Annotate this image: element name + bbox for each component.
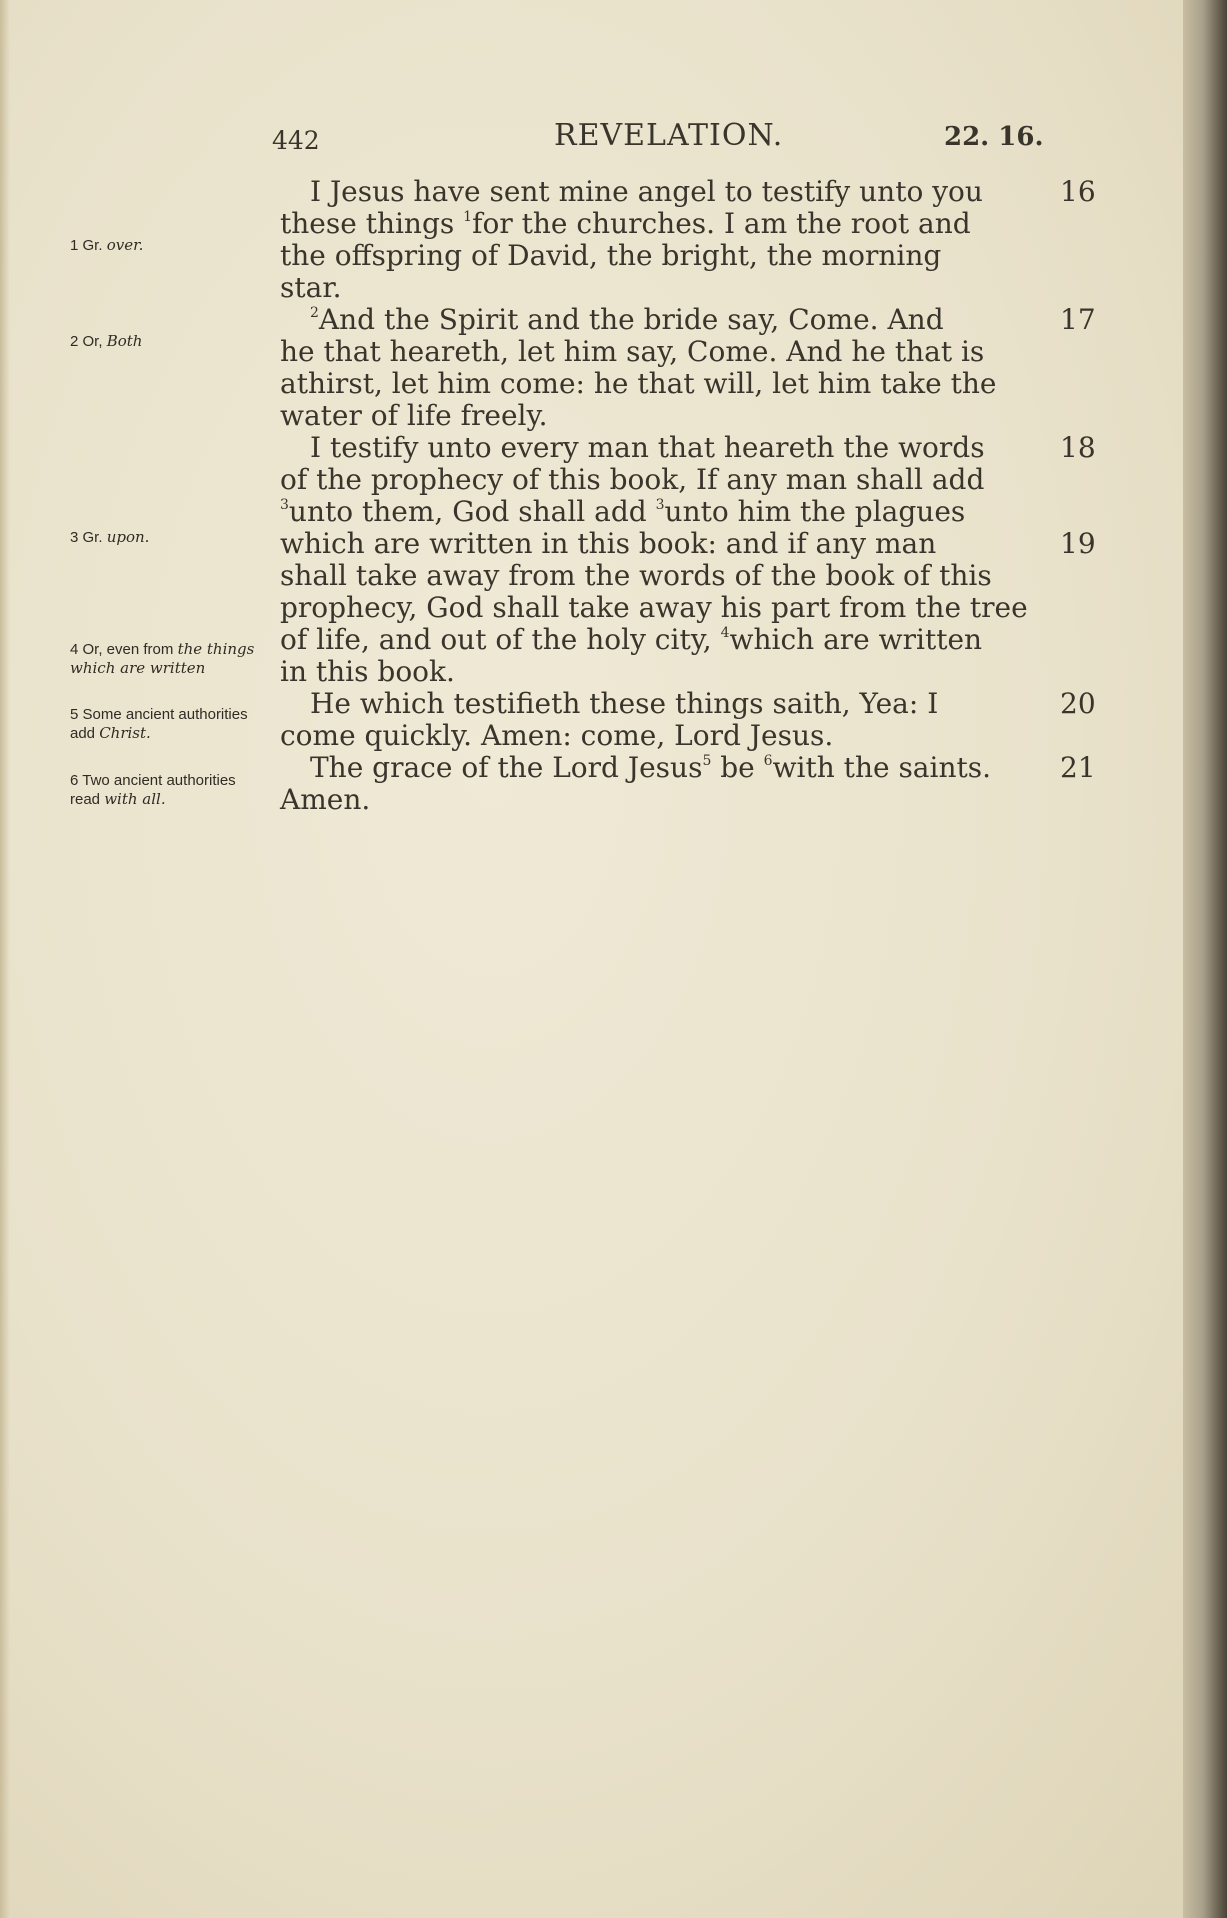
scripture-text xyxy=(280,176,1100,816)
verse-16-line-2: these things $^1$for the churches. I am the root and xyxy=(280,207,971,240)
verse-20-line-1: He which testifieth these things saith, Yea: I 20 xyxy=(310,687,1096,720)
verse-18-line-2: of the prophecy of this book, If any man shall add xyxy=(280,463,985,496)
page-number: 442 xyxy=(272,126,320,155)
footnote-marker: 6 xyxy=(763,753,773,769)
verse-number-20: 20 xyxy=(1060,687,1096,720)
footnote-marker: 3 xyxy=(280,497,289,513)
verse-17-line-3: athirst, let him come: he that will, let him take the xyxy=(280,367,997,400)
margin-note-4: 4 Or, even from the things which are written xyxy=(70,640,255,677)
verse-number-21: 21 xyxy=(1060,751,1096,784)
verse-19-line-3: of life, and out of the holy city, $^4$which are written xyxy=(280,623,983,656)
margin-note-2: 2 Or, Both xyxy=(70,332,143,350)
margin-note-1: 1 Gr. over. xyxy=(70,236,144,254)
verse-20-line-2: come quickly. Amen: come, Lord Jesus. xyxy=(280,719,834,752)
verse-number-19: 19 xyxy=(1060,527,1096,560)
footnote-marker: 5 xyxy=(702,753,712,769)
running-title: REVELATION. xyxy=(554,118,784,153)
verse-21-line-1: The grace of the Lord Jesus$^5$ be $^6$with the saints. 21 xyxy=(310,751,1096,784)
margin-note-6: 6 Two ancient authorities read with all. xyxy=(70,772,236,808)
verse-19-line-2: prophecy, God shall take away his part from the tree xyxy=(280,591,1028,624)
verse-19-line-4: in this book. xyxy=(280,655,455,688)
footnote-marker: 1 xyxy=(463,209,473,225)
verse-16-line-4: star. xyxy=(280,271,342,304)
footnote-marker: 2 xyxy=(310,305,319,321)
margin-note-5: 5 Some ancient authorities add Christ. xyxy=(70,706,248,742)
verse-number-17: 17 xyxy=(1060,303,1096,336)
chapter-verse-ref: 22. 16. xyxy=(944,122,1044,152)
verse-21-line-2: Amen. xyxy=(280,783,371,816)
verse-19-line-1: shall take away from the words of the book of this xyxy=(280,559,992,592)
verse-16-line-1: I Jesus have sent mine angel to testify unto you 16 xyxy=(310,175,1096,208)
verse-number-18: 18 xyxy=(1060,431,1096,464)
verse-17-line-2: he that heareth, let him say, Come. And he that is xyxy=(280,335,985,368)
verse-17-line-4: water of life freely. xyxy=(280,399,548,432)
footnote-marker: 4 xyxy=(720,625,730,641)
page-left-edge xyxy=(0,0,10,1918)
verse-18-line-3: $^3$unto them, God shall add $^3$unto him the plagues xyxy=(280,495,966,528)
footnote-marker: 3 xyxy=(655,497,665,513)
page-header xyxy=(0,118,1227,158)
verse-16-line-3: the offspring of David, the bright, the morning xyxy=(280,239,942,272)
verse-18-line-1: I testify unto every man that heareth the words 18 xyxy=(310,431,1096,464)
verse-18-line-4: which are written in this book: and if any man 19 xyxy=(280,527,1096,560)
verse-number-16: 16 xyxy=(1060,175,1096,208)
verse-17-line-1: $^2$And the Spirit and the bride say, Come. And 17 xyxy=(310,303,1096,336)
margin-note-3: 3 Gr. upon. xyxy=(70,528,150,546)
book-spine-shadow xyxy=(1183,0,1227,1918)
